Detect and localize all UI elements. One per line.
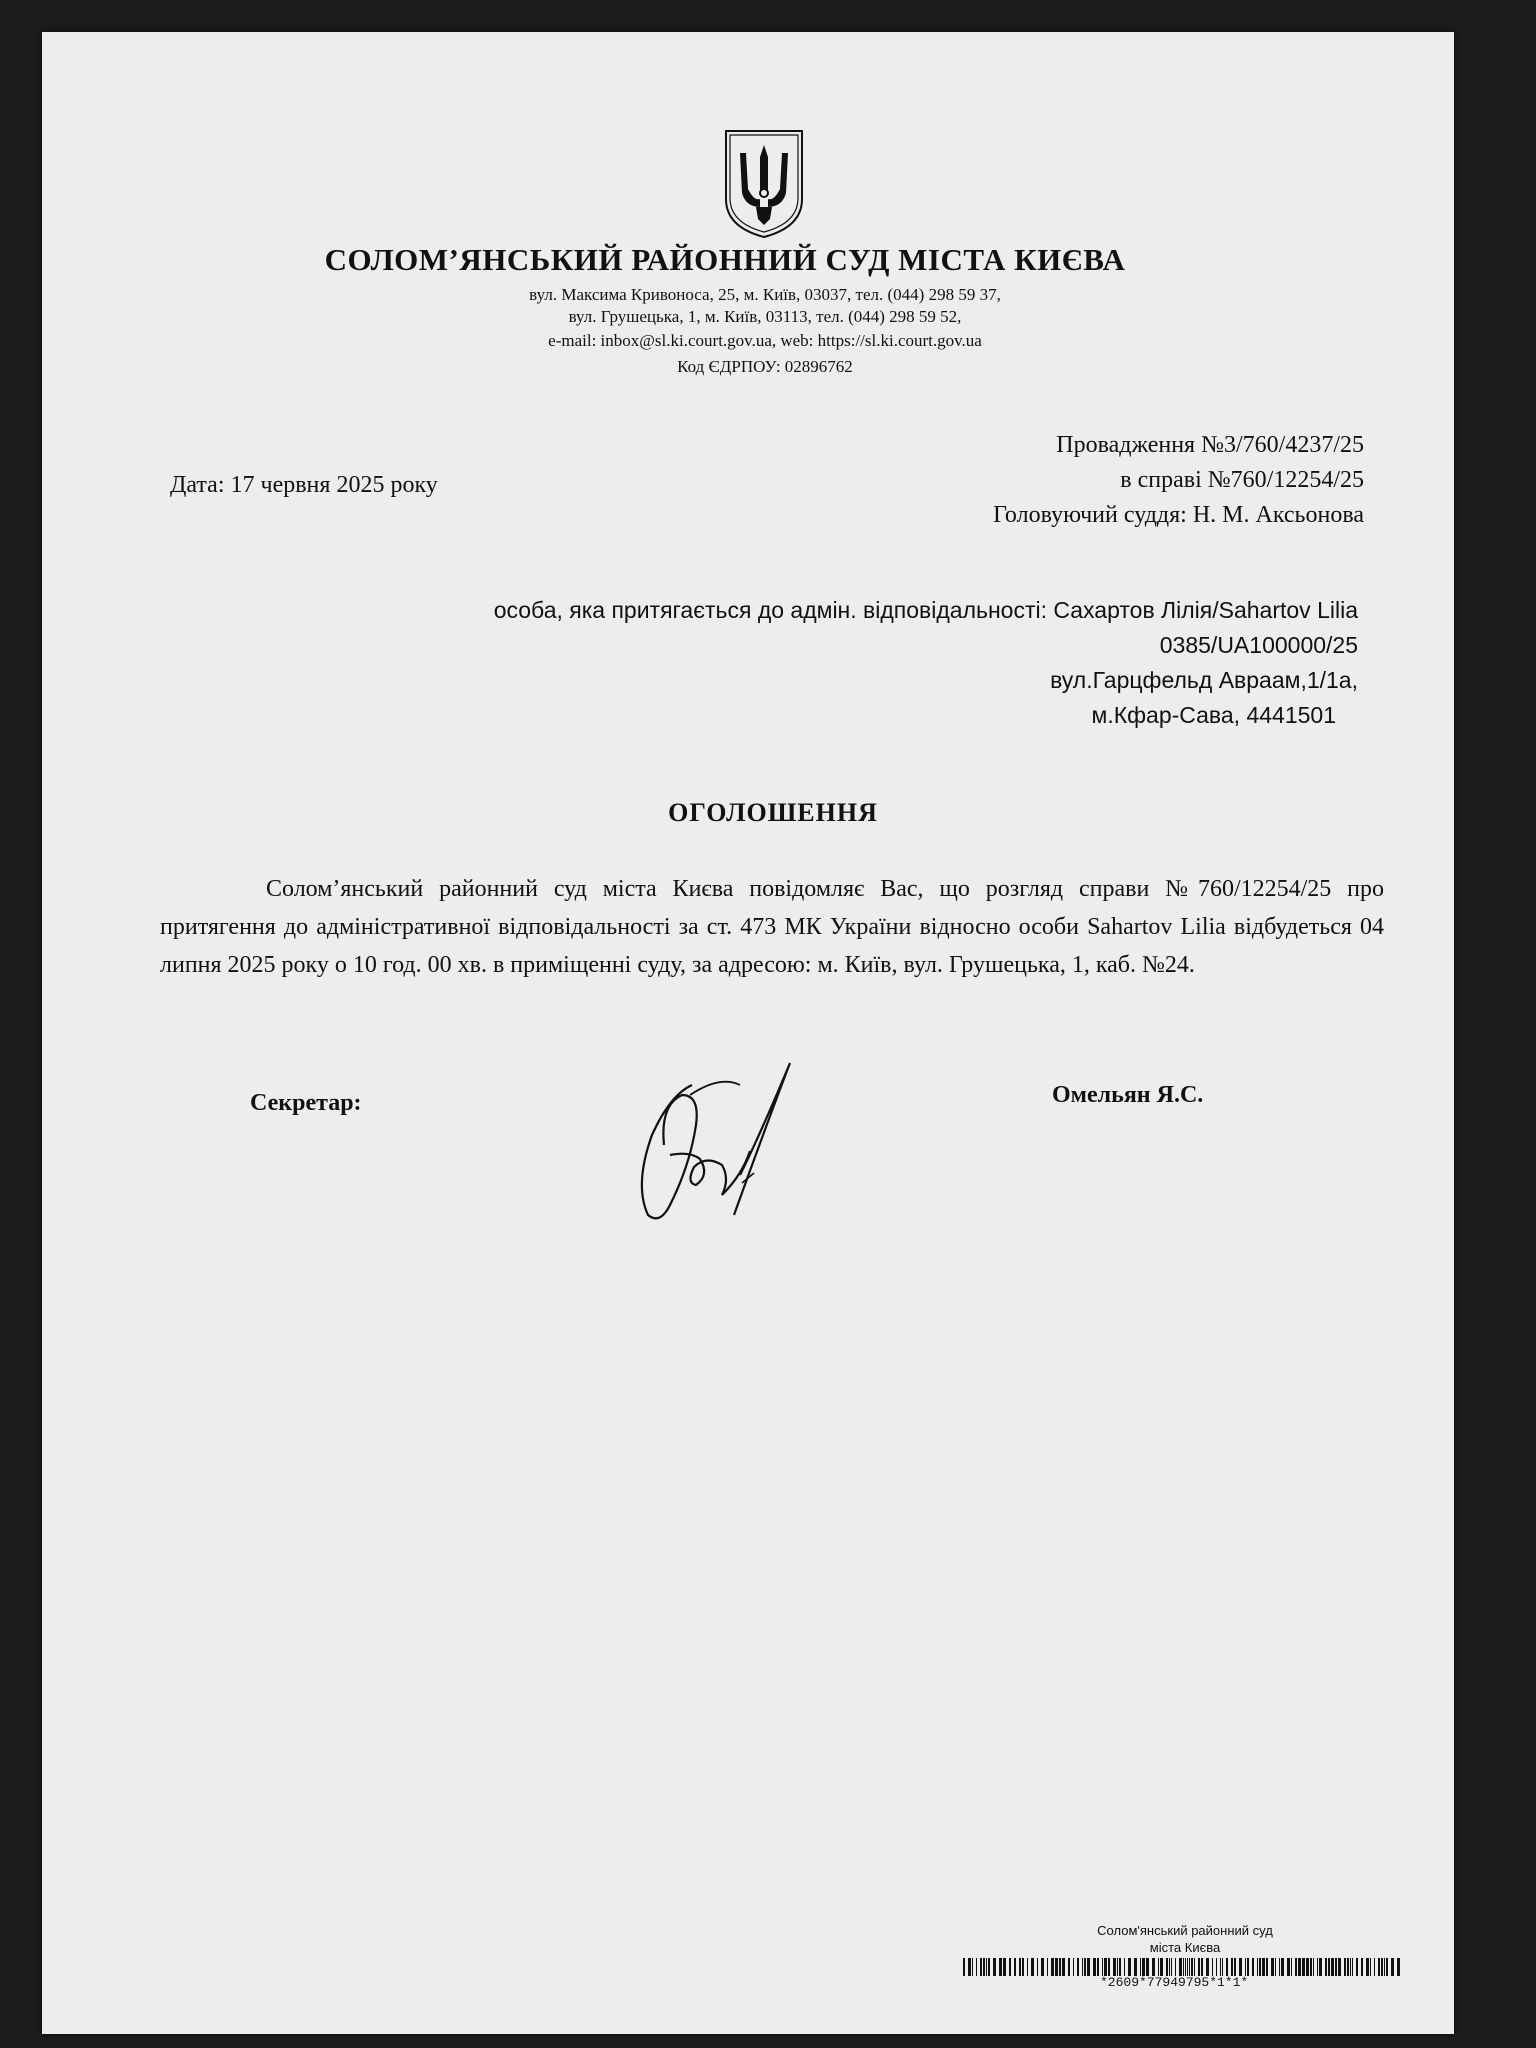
barcode-icon — [963, 1958, 1403, 1976]
court-name-heading: СОЛОМ’ЯНСЬКИЙ РАЙОННИЙ СУД МІСТА КИЄВА — [324, 242, 1126, 277]
addressee-street: вул.Гарцфельд Авраам,1/1а, — [1050, 667, 1358, 693]
handwritten-signature-icon — [630, 1055, 810, 1225]
footer-court-line-1: Солом'янський районний суд — [1097, 1923, 1273, 1938]
case-number: в справі №760/12254/25 — [1120, 467, 1364, 493]
document-date: Дата: 17 червня 2025 року — [170, 472, 438, 498]
addressee-block — [494, 593, 1358, 733]
secretary-name: Омельян Я.С. — [1052, 1082, 1204, 1108]
notice-title: ОГОЛОШЕННЯ — [668, 798, 878, 827]
addressee-name: особа, яка притягається до адмін. відповідальності: Сахартов Лілія/Sahartov Lilia — [493, 597, 1358, 623]
footer-court-line-2: міста Києва — [1149, 1940, 1221, 1955]
addressee-id: 0385/UA100000/25 — [1159, 632, 1358, 658]
proceeding-number: Провадження №3/760/4237/25 — [1056, 432, 1364, 458]
court-contact-line: e-mail: inbox@sl.ki.court.gov.ua, web: https://sl.ki.court.gov.ua — [548, 331, 982, 350]
court-address-line-1: вул. Максима Кривоноса, 25, м. Київ, 03037, тел. (044) 298 59 37, — [529, 285, 1001, 304]
court-address-line-2: вул. Грушецька, 1, м. Київ, 03113, тел. (044) 298 59 52, — [568, 307, 962, 326]
addressee-city: м.Кфар-Сава, 4441501 — [1091, 702, 1336, 728]
case-info-block — [993, 428, 1364, 533]
notice-body: Солом’янський районний суд міста Києва повідомляє Вас, що розгляд справи №760/12254/25 про притягення до адміністративної відповідальності за ст. 473 МК України відносно особи Sahartov Lilia відбудеться 04 липня 2025 року о 10 год. 00 хв. в приміщенні суду, за адресою: м. Київ, вул. Грушецька, 1, каб. №24. — [160, 876, 1384, 978]
presiding-judge: Головуючий суддя: Н. М. Аксьонова — [993, 502, 1364, 528]
court-edrpou-line: Код ЄДРПОУ: 02896762 — [677, 357, 853, 376]
trident-coat-of-arms-icon — [722, 127, 806, 239]
barcode-number: *2609*77949795*1*1* — [1100, 1975, 1249, 1990]
secretary-label: Секретар: — [250, 1090, 362, 1116]
footer-court-stamp — [1020, 1922, 1350, 1956]
